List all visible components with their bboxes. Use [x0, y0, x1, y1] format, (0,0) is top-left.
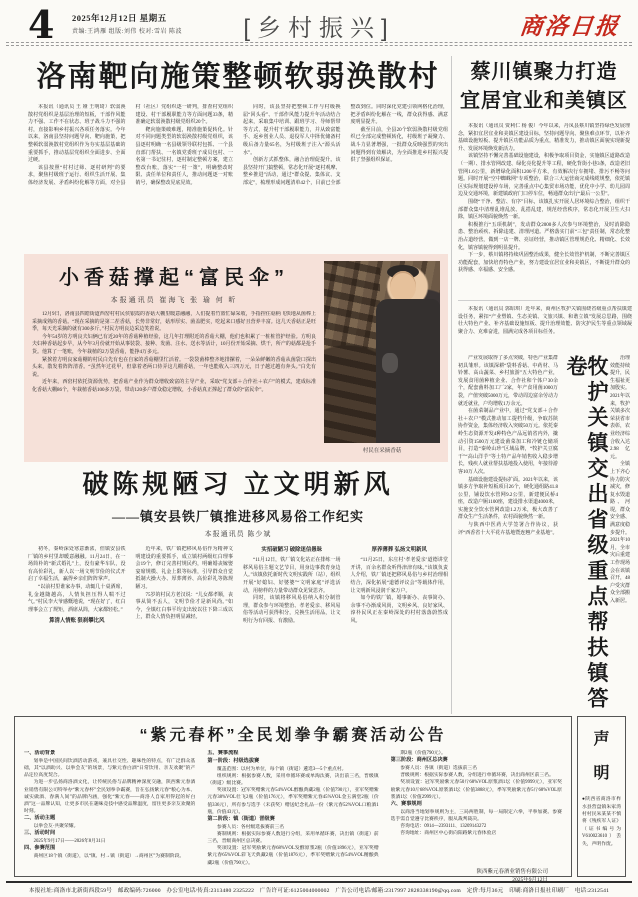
feature-text-column: [32, 261, 324, 455]
vertical-article: [458, 306, 632, 714]
photo-person-face: [390, 271, 416, 301]
announcement-title: “紫元春杯”全民划拳争霸赛活动公告: [139, 727, 447, 744]
header-divider: [6, 42, 632, 46]
edition-date: 2025年12月12日 星期五: [72, 13, 167, 23]
mushroom-log-texture: [324, 261, 380, 443]
middle-article-body: 初冬，秦岭深处寒意渐浓，但镇安县铁厂镇的乡村里却暖意融融。11月24日，在一场简朴的“新式婚礼”上，没有豪华车队，没有高价彩礼，新人以一场文明节俭的仪式开启了幸福生活，赢得乡亲们阵阵掌声。 “以前村里谁家办事，动辄几十桌酒席，礼金越随越高，人情负担压得人喘不过气。”村民李大爷感慨地说，“现在好了，红白理事会立了规矩，酒席从简，大家都轻松。” 算清人情账 狠刹攀比风 近年来，铁厂镇把移风易俗作为精神文明建设的重要抓手，成立镇村两级红白理事会19个，修订完善村规民约，明确婚丧嫁娶宴席规模、礼金上限等标准，引导群众自觉抵制大操大办、厚葬薄养、高价彩礼等陈规陋习。 75岁的村民方老汉说：“儿女都孝顺，丧事从简不丢人，文明节俭才是新风尚。”如今，全镇红白事平均支出较以往下降三成以上，群众人情负担明显减轻。 实招破陋习 破除迷信愚昧 “11月12日，铁厂镇文化站正在排练一场移风易俗主题文艺节目，用身边事教育身边人。”该镇依托新时代文明实践所（站），组织开展“好媳妇、好婆婆”“文明家庭”评选活动，用榜样的力量带动群众见贤思齐。 同时，该镇将移风易俗纳入积分制管理，群众参与环境整治、孝老爱亲、移风易俗等活动可获得积分，兑换生活用品，让文明行为有回报、有激励。 厚养薄葬 弘扬文明新风 “11月25日，东庄村‘孝老爱亲’道德讲堂开讲，百余名群众听得津津有味。”该镇负责人介绍，铁厂镇还把移风易俗与乡村治理相结合，深化拓展“道德评议会”等载体作用，让文明新风浸润千家万户。 如今的铁厂镇，婚事新办、丧事简办、余事不办渐成风尚，文明乡风、良好家风、淳朴民风正在秦岭深处的村村落落蔚然成风。: [28, 547, 448, 625]
right-article: [458, 58, 630, 296]
mushroom-harvest-photo: [324, 261, 440, 443]
statement-body: ●陕西省商洛市柞水县营盘镇朱家湾村村民朱某某不慎将《残疾军人证》（证书编号为V610023610）丢失，声明作废。: [582, 797, 621, 847]
announcement-column-3: 期2瓶（价值790元）。 第三阶段：商州区总决赛 参赛人员：各镇（街道）选拔前三名 晋级规则：根据实际参赛人数，分组进行单循环赛，决出商州区前三名。 奖项设置：冠军奖励紫元春50斤68%VOL原浆酒1坛（价值9999元），亚军奖励紫元春10斤68%VOL原浆酒1坛（价值3888元），季军奖励紫元春5斤68%VOL原浆酒1坛（价值2999元）。 六、赛事规则 以商洛当地划拳规则为主，三局两胜制，每一局限定六拳，平拳加赛。参赛选手需自觉遵守比赛秩序，服从裁判裁决。 咨询电话：0914—2393111、13209143272 咨询地址：商州区中心街向阳路紫元春体验店: [390, 751, 562, 837]
statement-box: [577, 716, 626, 877]
announcement-column-2: 五、赛事流程 第一阶段：村级选拔赛 覆盖范围：以村为单位，每个镇（街道）遴选3—5个重点村。 组织规则：根据参赛人数，采用单循环赛或单淘汰赛，决出前三名，晋级镇（街道）级比赛。 奖项设置：冠军奖赠紫元春54%VOL醇酿典藏2瓶（价值790元），亚军奖赠紫元春38%VOL壮飞2瓶（价值176元），季军奖赠紫元春45%VOL金玉满堂2瓶（价值336元），所有参与选手（未获奖）赠送纪念礼品一份（紫元春52%VOL口粮酒1瓶，价值43元）。 第二阶段：镇（街道）晋级赛 参赛人员：各村级选拔赛前三名 赛制规则：根据实际参赛人数进行分组，采用单循环赛，决出镇（街道）前三名，晋级商州区总决赛。 奖项设置：冠军奖励紫元春68%VOL发酵原浆2瓶（价值1896元），亚军奖赠紫元春65%VOL彩飞天典藏2瓶（价值1876元），季军奖赠紫元春54%VOL精酿典藏2瓶（价值790元）。: [207, 750, 379, 866]
photo-person-glove: [382, 353, 398, 373]
vertical-article-headline: 牧护关镇交出省级重点帮扶镇答卷: [564, 355, 608, 711]
photo-caption: 村民在采摘香菇: [362, 448, 402, 454]
right-column-divider: [458, 300, 630, 301]
announcement-signature-date: 2025年9月12日: [512, 877, 548, 884]
vertical-article-side-column: 治理效能持续提升，民生福祉更加殷实。2021年以来，牧护关镇多次荣获省市表彰，农业经济综合收入达2.98亿元。 全镇上下齐心协力防灾减灾，修复水毁道路、河堤，群众安全感、满意度稳步提升。2021年10月，全市灾后重建工作现场会在该镇召开，48户受灾群众全部搬入新居。: [610, 356, 630, 604]
masthead-logo: 商洛日报: [518, 13, 622, 40]
feature-body: 12月9日，洛南县四皓街道西窑村村民侯银霞的香菇大棚里暖意融融，人们提着竹篮忙碌采收，手指捏住菇柄飞快地从菌棒上采摘成熟的香菇。“现在采摘的是第二茬香菇，长势非常好，菇形厚实、菌盖肥实，吃起来口感好且营养丰富。这几天香菇正是旺季，每天光采摘的就有300多斤。”村民方明良边采边笑着说。 今年54岁的方明良夫妇俩已有近20年的香菇种植经验，这几年打理附近的香菇大棚，他们也积累了一桩桩管护经验。方明良夫妇种香菇起步早，从今年3月份就开始从事装袋、接种、发菌、注水、送水等活计，10月份开始采摘、烘干，所产的菇都是抢手货。他算了一笔账，今年栽植的2万袋香菇，能挣4万多元。 紧挨着方明良家菇棚的村民白先有也在自家的香菇棚里忙活着。一袋袋菌棒整齐地排摞着，一朵朵鲜嫩的香菇从菌袋口探出头来，散发着阵阵清香。“虽然年过花甲，但靠着老两口侍弄这几棚香菇，一年也能收入三四万元，日子越过越有奔头。”白先有说。 近年来，西窑村依托资源优势，把香菇产业作为群众增收致富的主导产业，采取“党支部＋合作社＋农户”的模式，建成标准化香菇大棚86个，年栽植香菇100多万袋，带动120多户群众稳定增收，小香菇真正撑起了群众的“富民伞”。: [32, 312, 316, 393]
announcement-box: [14, 716, 572, 884]
middle-article-headline: 破陈规陋习 立文明新风: [82, 469, 394, 499]
date-block: [72, 12, 182, 35]
feature-byline: 本报通讯员 崔海飞 张 瑜 何 昕: [110, 296, 238, 304]
vertical-article-body: 产业发展取得了多点突破，特色产业集群初具雏形。该镇深耕“袋料香菇、中药材、马铃薯、高山蔬菜、乡村旅游”五大特色产业，发展食用菌种植企业、合作社和个体户30余个，配套菌料加工厂2家，年产食用菌1000万袋，产值突破5000万元，带动周边富余劳动力就近就业，户均增收1万余元。 在菌菜制品产业中，通过“党支部＋合作社＋农户”模式推动加工提档升级，争取苏陕协作资金，集体经济收入突破50万元。依托秦岭生态资源开发4种特色产品远销省内外，撬动引资1500万元建设菌菜加工和冷链仓储项目，打造“秦岭山珍”区域品牌，“牧护关豆腐干”“高山洋芋”等土特产品年销售收入稳步增长，残疾人就业帮扶基地投入使用，年接待游客10万人次。 基础设施建设提标扩面。2021年以来，该镇多方争取补短板项目26个，硬化通组路41.8公里，铺设饮水管网9.2公里，新建便民桥4座，改造户厕1100座，建设排水渠道4000米，实施安全饮水管网改造1.2万米，极大改善了群众生产生活条件，农村面貌焕然一新。 与陕西中医药大学签署合作协议，获评“西香省十大平花卉基地暨连翘产业基地”。: [458, 356, 558, 536]
main-article-body: 本报讯（通讯员 王 娅 王明琦）软弱涣散村党组织是基层治理的短板，干部作风能力不强、工作不在状态、班子战斗力不强的村，直接影响乡村振兴各项任务落实。今年以来，洛南县坚持问题导向、靶向施策，把整顿软弱涣散村党组织作为夯实基层基础的重要抓手，推动基层党组织全面进步、全面过硬。 该县按照“村村过筛、逐村研判”的要求，聚焦村级班子运行、组织生活开展、集体经济发展、矛盾纠纷化解等方面，对全县村（社区）党组织逐一研判，排查村党组织建设、村干部履职能力等方面问题33条，精准确定软弱涣散村级党组织20个。 靶向施策破难题，精准施策促转化。针对不同问题类型的软弱涣散村级党组织，该县逐村明确一名县级领导联村包抓、一个县直部门帮扶、一名镇党委班子成员包村、一名第一书记驻村，逐村制定整顿方案，建立整改台账，落实“一村一策”，明确整改时限、责任单位和责任人，推动问题逐一对账销号，确保整改见底见效。 同时，该县坚持把整顿工作与村级换届“回头看”、干部作风能力提升年活动结合起来，采取集中培训、跟班学习、导师帮带等方式，提升村干部履职能力，并从致富能手、返乡创业人员、退役军人中择优储备村级后备力量65名，为村级班子注入“源头活水”。 创新方式抓整体，融合治理促提升。该县坚持开门搞整顿，常态化开展“逐村观摩、整乡推进”活动，通过“群众提、集体议、支部定”，梳理形成问题清单42个，目前已全部整改到位。同时深化党建引领网格化治理，把矛盾纠纷化解在一线，群众获得感、满意度明显提升。 截至目前，全县20个软弱涣散村级党组织已全部完成整顿转化，村级班子凝聚力、战斗力显著增强，一批群众反映强烈的突出问题得到有效解决，为全面推进乡村振兴提供了坚强组织保证。: [28, 105, 448, 186]
middle-article-subtitle: ——镇安县铁厂镇推进移风易俗工作纪实: [111, 509, 364, 524]
announcement-columns: [24, 750, 562, 866]
main-article-headline: 洛南靶向施策整顿软弱涣散村: [36, 61, 440, 93]
publication-info: 本报社址:商洛市北新街西段59号 邮政编码:726000 办公室电话/传真:2313480 2325222 广告许可证:6125004000002 广告公司电话/邮箱:2317997 2828338190@qq.com 定价:每月36元 印刷:商洛日报社印刷厂 电话:2312541: [6, 881, 632, 894]
editor-credits: 责编:王鸿雁 组版:刘伟 校对:雪岩 陈波: [72, 29, 183, 35]
page-number: 4: [28, 2, 55, 47]
main-article: [28, 54, 448, 252]
middle-article: [28, 464, 448, 714]
right-article-headline: 蔡川镇聚力打造 宜居宜业和美镇区: [460, 61, 628, 112]
vertical-article-lead: 本报讯（通讯员 郭昭琪）近年来，商州区牧护关镇围绕省级重点帮扶镇建设任务，紧扣“产业塑镇、生态美镇、文旅兴镇、和谐立镇”发展总思路，围绕壮大特色产业、补齐基础设施短板、提升治理效能、防灾护民生等重点领域凝聚合力、克难奋进，圆满完成各项目标任务。: [458, 307, 632, 335]
feature-title: 小香菇撑起“富民伞”: [59, 267, 289, 289]
announcement-column-1: 一、活动背景 划拳是中国民间饮酒活动游戏，兼具社交性、趣味性的特点，有广泛群众基础，其“以酒助兴、以拳会友”的场景，与紫元春白酒“日常饮用、亲友欢聚”的产品定位高度契合。 为进一步弘扬商洛酒文化，让传统民俗与品牌精神深度交融，陕西紫元春酒业销售有限公司特举办“紫元春杯”全民划拳争霸赛，旨在弘扬紫元春“粮心为本、诚实做酒、春满人间”的品牌内涵，强化“紫元春——商洛人自家用得起的好白酒”这一品牌认知，让更多市民在趣味竞技中感受品牌温度，留住更多亲友欢聚的时刻。 二、活动主题 以拳会友·共聚荣耀。 三、活动时间 2025年9月17日——2026年8月31日 四、参赛范围 商州区18个镇（街道），以“镇、村→镇（街道）→商州区”为赛制阶段。: [24, 750, 196, 860]
feature-box: [24, 254, 448, 462]
statement-title: 声明: [593, 731, 610, 782]
vertical-article-row: [458, 355, 632, 711]
middle-article-byline: 本报通讯员 陈少斌: [204, 530, 272, 538]
section-title: [乡村振兴]: [243, 15, 395, 42]
column-divider: [451, 56, 452, 714]
right-article-body: 本报讯（通讯员 贾利仁 杨 俊）今年以来，丹凤县蔡川镇坚持绿色发展理念，紧扣宜居宜业和美镇区建设目标，坚持问题导向、聚焦难点环节，以补齐基础设施短板、提升镇区功能品质为重点，精准发力，推动镇区面貌实现新提升、发展环境焕发新活力。 该镇坚持不懈完善基础设施建设，积极争取项目资金，实施镇区道路改造（一期）、排水管网改建、绿化亮化提升等工程，硬化背街小巷3条，改造老旧管网1.6公里，新增绿化面积1200平方米，有效解决行车拥堵、排污不畅等问题。同时开展“空中蜘蛛网”专项整治，联合三大运营商完成线缆规整，依托镇区实际规划建设停车场，完善重点中心集贸市场功能，优化中小学、幼儿园周边及交通环境，新建镇政府门口停车位，畅通群众出行“最后一公里”。 围绕“干净、整洁、有序”目标，该镇扎实开展人居环境综合整治，组织干部群众集中清理乱堆乱放、乱搭乱建，规范经营秩序，常态化开展卫生大扫除，镇区环境面貌焕然一新。 积极推行“五项机制”，发动群众2000多人次参与环境整治，及时消除隐患、整治顽疾、拆除违建、清理河道。严格落实门前“三包”责任制，常态化整治占道经营，做到一店一牌、亮证经营，推动镇区管理规范化、精细化、长效化，镇容镇貌得到明显提升。 下一步，蔡川镇将持续巩固整治成果，健全长效管护机制，不断完善镇区功能配套，加快培育特色产业，努力建设宜居宜业和美镇区，不断提升群众的获得感、幸福感、安全感。: [458, 124, 630, 274]
feature-photo-column: [324, 261, 440, 455]
announcement-signature-company: 陕西紫元春酒业销售有限公司: [476, 869, 548, 875]
